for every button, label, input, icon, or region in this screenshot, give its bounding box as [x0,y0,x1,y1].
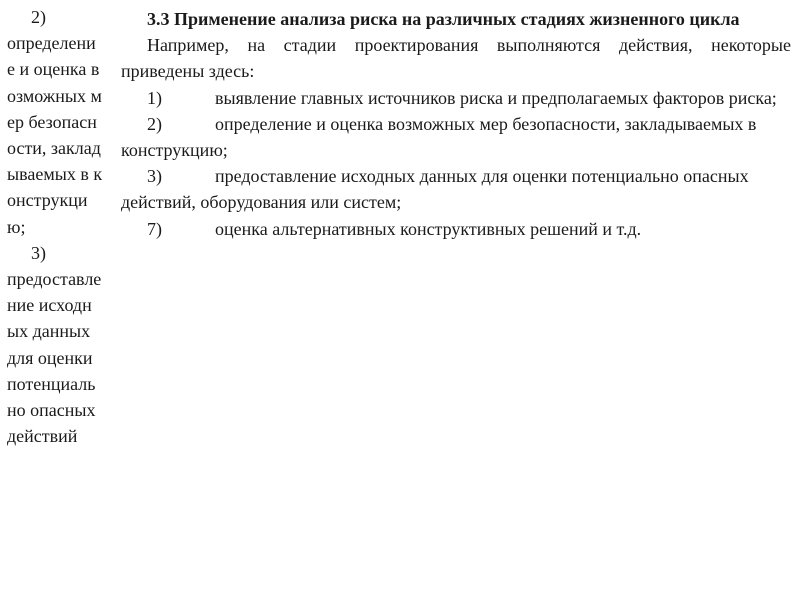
left-item-text: предоставление исходных данных для оценки потенциально опасных действий [7,269,102,447]
list-item-number: 2) [147,113,162,134]
left-fragment-column [7,4,103,449]
main-text-block [121,6,791,242]
list-item-number: 3) [147,166,162,187]
intro-paragraph: Например, на стадии проектирования выполняются действия, некоторые приведены здесь: [121,35,791,82]
list-item [121,111,791,163]
list-item-text: определение и оценка возможных мер безопасности, закладываемых в конструкцию; [121,113,757,161]
left-item-number: 2) [31,7,46,27]
list-item-number: 1) [147,87,162,108]
left-item-text: определение и оценка возможных мер безопасности, закладываемых в конструкцию; [7,33,103,237]
list-item-text: выявление главных источников риска и предполагаемых факторов риска; [215,87,777,108]
section-heading: 3.3 Применение анализа риска на различных стадиях жизненного цикла [147,9,740,29]
list-item-text: предоставление исходных данных для оценки потенциально опасных действий, оборудования или систем; [121,166,749,213]
list-item [121,163,791,215]
list-item [121,85,791,111]
list-item [121,216,791,242]
left-item-number: 3) [31,242,46,263]
list-item-number: 7) [147,218,162,239]
list-item-text: оценка альтернативных конструктивных решений и т.д. [215,218,642,239]
